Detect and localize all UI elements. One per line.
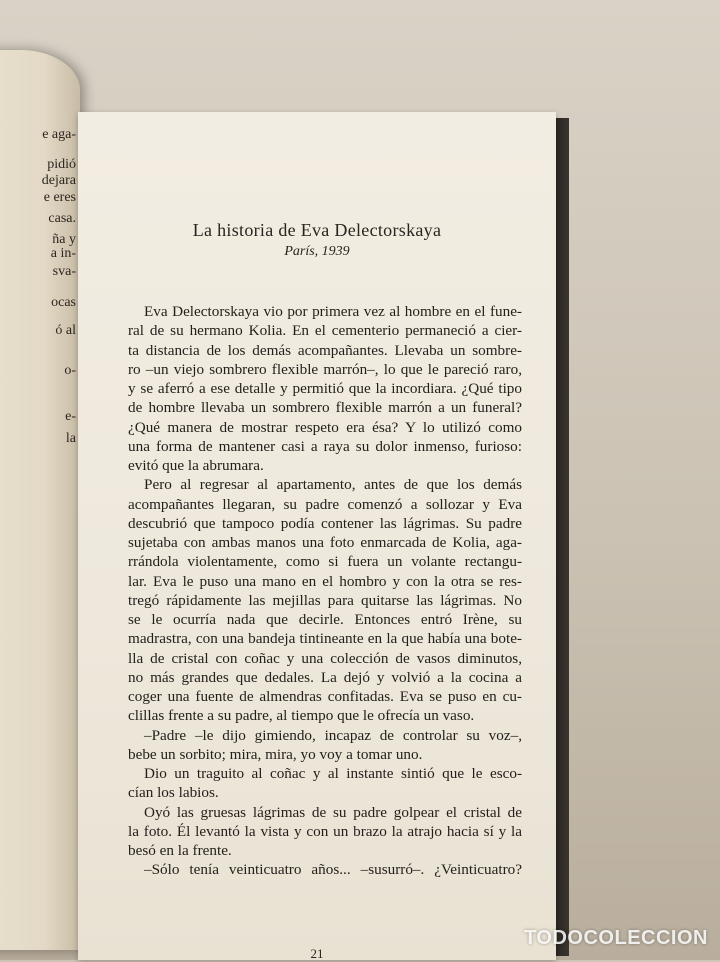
chapter-subtitle: París, 1939 (284, 244, 350, 259)
text-line: descubrió que tampoco podía contener las lágrimas. Su padre (128, 514, 522, 532)
text-line: ral de su hermano Kolia. En el cementerio permaneció a cier- (128, 322, 522, 340)
left-page-fragment: la (65, 431, 76, 446)
text-line: la foto. Él levantó la vista y con un brazo la atrajo hacia sí y la (128, 822, 522, 840)
text-line: evitó que la abrumara. (128, 457, 264, 474)
text-line: –Sólo tenía veinticuatro años... –susurró–. ¿Veinticuatro? (144, 861, 522, 879)
text-line: de hombre llevaba un sombrero flexible marrón a un funeral? (128, 399, 522, 417)
watermark-logo: TODOCOLECCION (524, 927, 708, 949)
chapter-title: La historia de Eva Delectorskaya (192, 220, 442, 240)
text-line: lar. Eva le puso una mano en el hombro y con la otra se res- (128, 572, 522, 590)
text-line: clillas frente a su padre, al tiempo que le ofrecía un vaso. (128, 707, 475, 725)
text-line: besó en la frente. (128, 842, 232, 859)
left-page-fragment: ocas (51, 295, 76, 310)
left-page-fragment: o- (64, 363, 76, 378)
left-page (0, 50, 80, 950)
text-line: Pero al regresar al apartamento, antes de que los demás (144, 476, 522, 494)
text-line: lla de cristal con coñac y una colección de vasos diminutos, (128, 649, 522, 667)
text-line: sujetaba con ambas manos una foto enmarcada de Kolia, aga- (128, 534, 522, 551)
book-cover-edge (555, 118, 569, 956)
page-number: 21 (310, 946, 324, 961)
text-line: acompañantes llegaran, su padre comenzó a sollozar y Eva (128, 495, 522, 513)
text-line: coger una fuente de almendras confitadas. Eva se puso en cu- (128, 688, 522, 705)
text-line: ro –un viejo sombrero flexible marrón–, lo que le pareció raro, (128, 360, 522, 378)
left-page-fragment: a in- (50, 246, 76, 261)
text-line: ¿Qué manera de mostrar respeto era ésa? Y lo utilizó como (128, 418, 522, 436)
left-page-fragment: casa. (48, 211, 76, 226)
text-line: Oyó las gruesas lágrimas de su padre golpear el cristal de (144, 803, 522, 821)
body-text (128, 302, 522, 880)
left-page-fragment: ó al (55, 323, 76, 338)
left-page-fragment: ña y (52, 232, 76, 247)
text-line: y se aferró a ese detalle y permitió que la incordiara. ¿Qué tipo (128, 380, 522, 397)
text-line: madrastra, con una bandeja tintineante en la que había una bote- (128, 630, 522, 648)
left-page-fragment: pidió (47, 157, 76, 172)
left-page-fragment: e eres (43, 190, 76, 205)
text-line: Eva Delectorskaya vio por primera vez al hombre en el fune- (144, 303, 522, 320)
left-page-fragment: dejara (41, 173, 76, 188)
text-line: Dio un traguito al coñac y al instante sintió que le esco- (144, 765, 522, 782)
text-line: ta distancia de los demás acompañantes. Llevaba un sombre- (128, 341, 522, 359)
text-line: cían los labios. (128, 784, 219, 802)
left-page-fragment: sva- (52, 264, 76, 279)
text-line: bebe un sorbito; mira, mira, yo voy a tomar uno. (128, 745, 423, 763)
right-page (78, 112, 556, 960)
text-line: una forma de mantener casi a raya su dolor inmenso, furioso: (128, 437, 522, 455)
left-page-fragment: e- (65, 409, 76, 424)
text-line: tregó rápidamente las mejillas para quitarse las lágrimas. No (128, 591, 522, 609)
text-line: no más grandes que dedales. La dejó y volvió a la cocina a (128, 668, 522, 686)
text-line: –Padre –le dijo gimiendo, incapaz de controlar su voz–, (144, 726, 522, 744)
text-line: rrándola violentamente, como si fuera un volante rectangu- (128, 553, 522, 571)
left-page-fragment: e aga- (42, 127, 76, 142)
text-line: se le ocurría nada que decirle. Entonces entró Irène, su (128, 611, 522, 628)
